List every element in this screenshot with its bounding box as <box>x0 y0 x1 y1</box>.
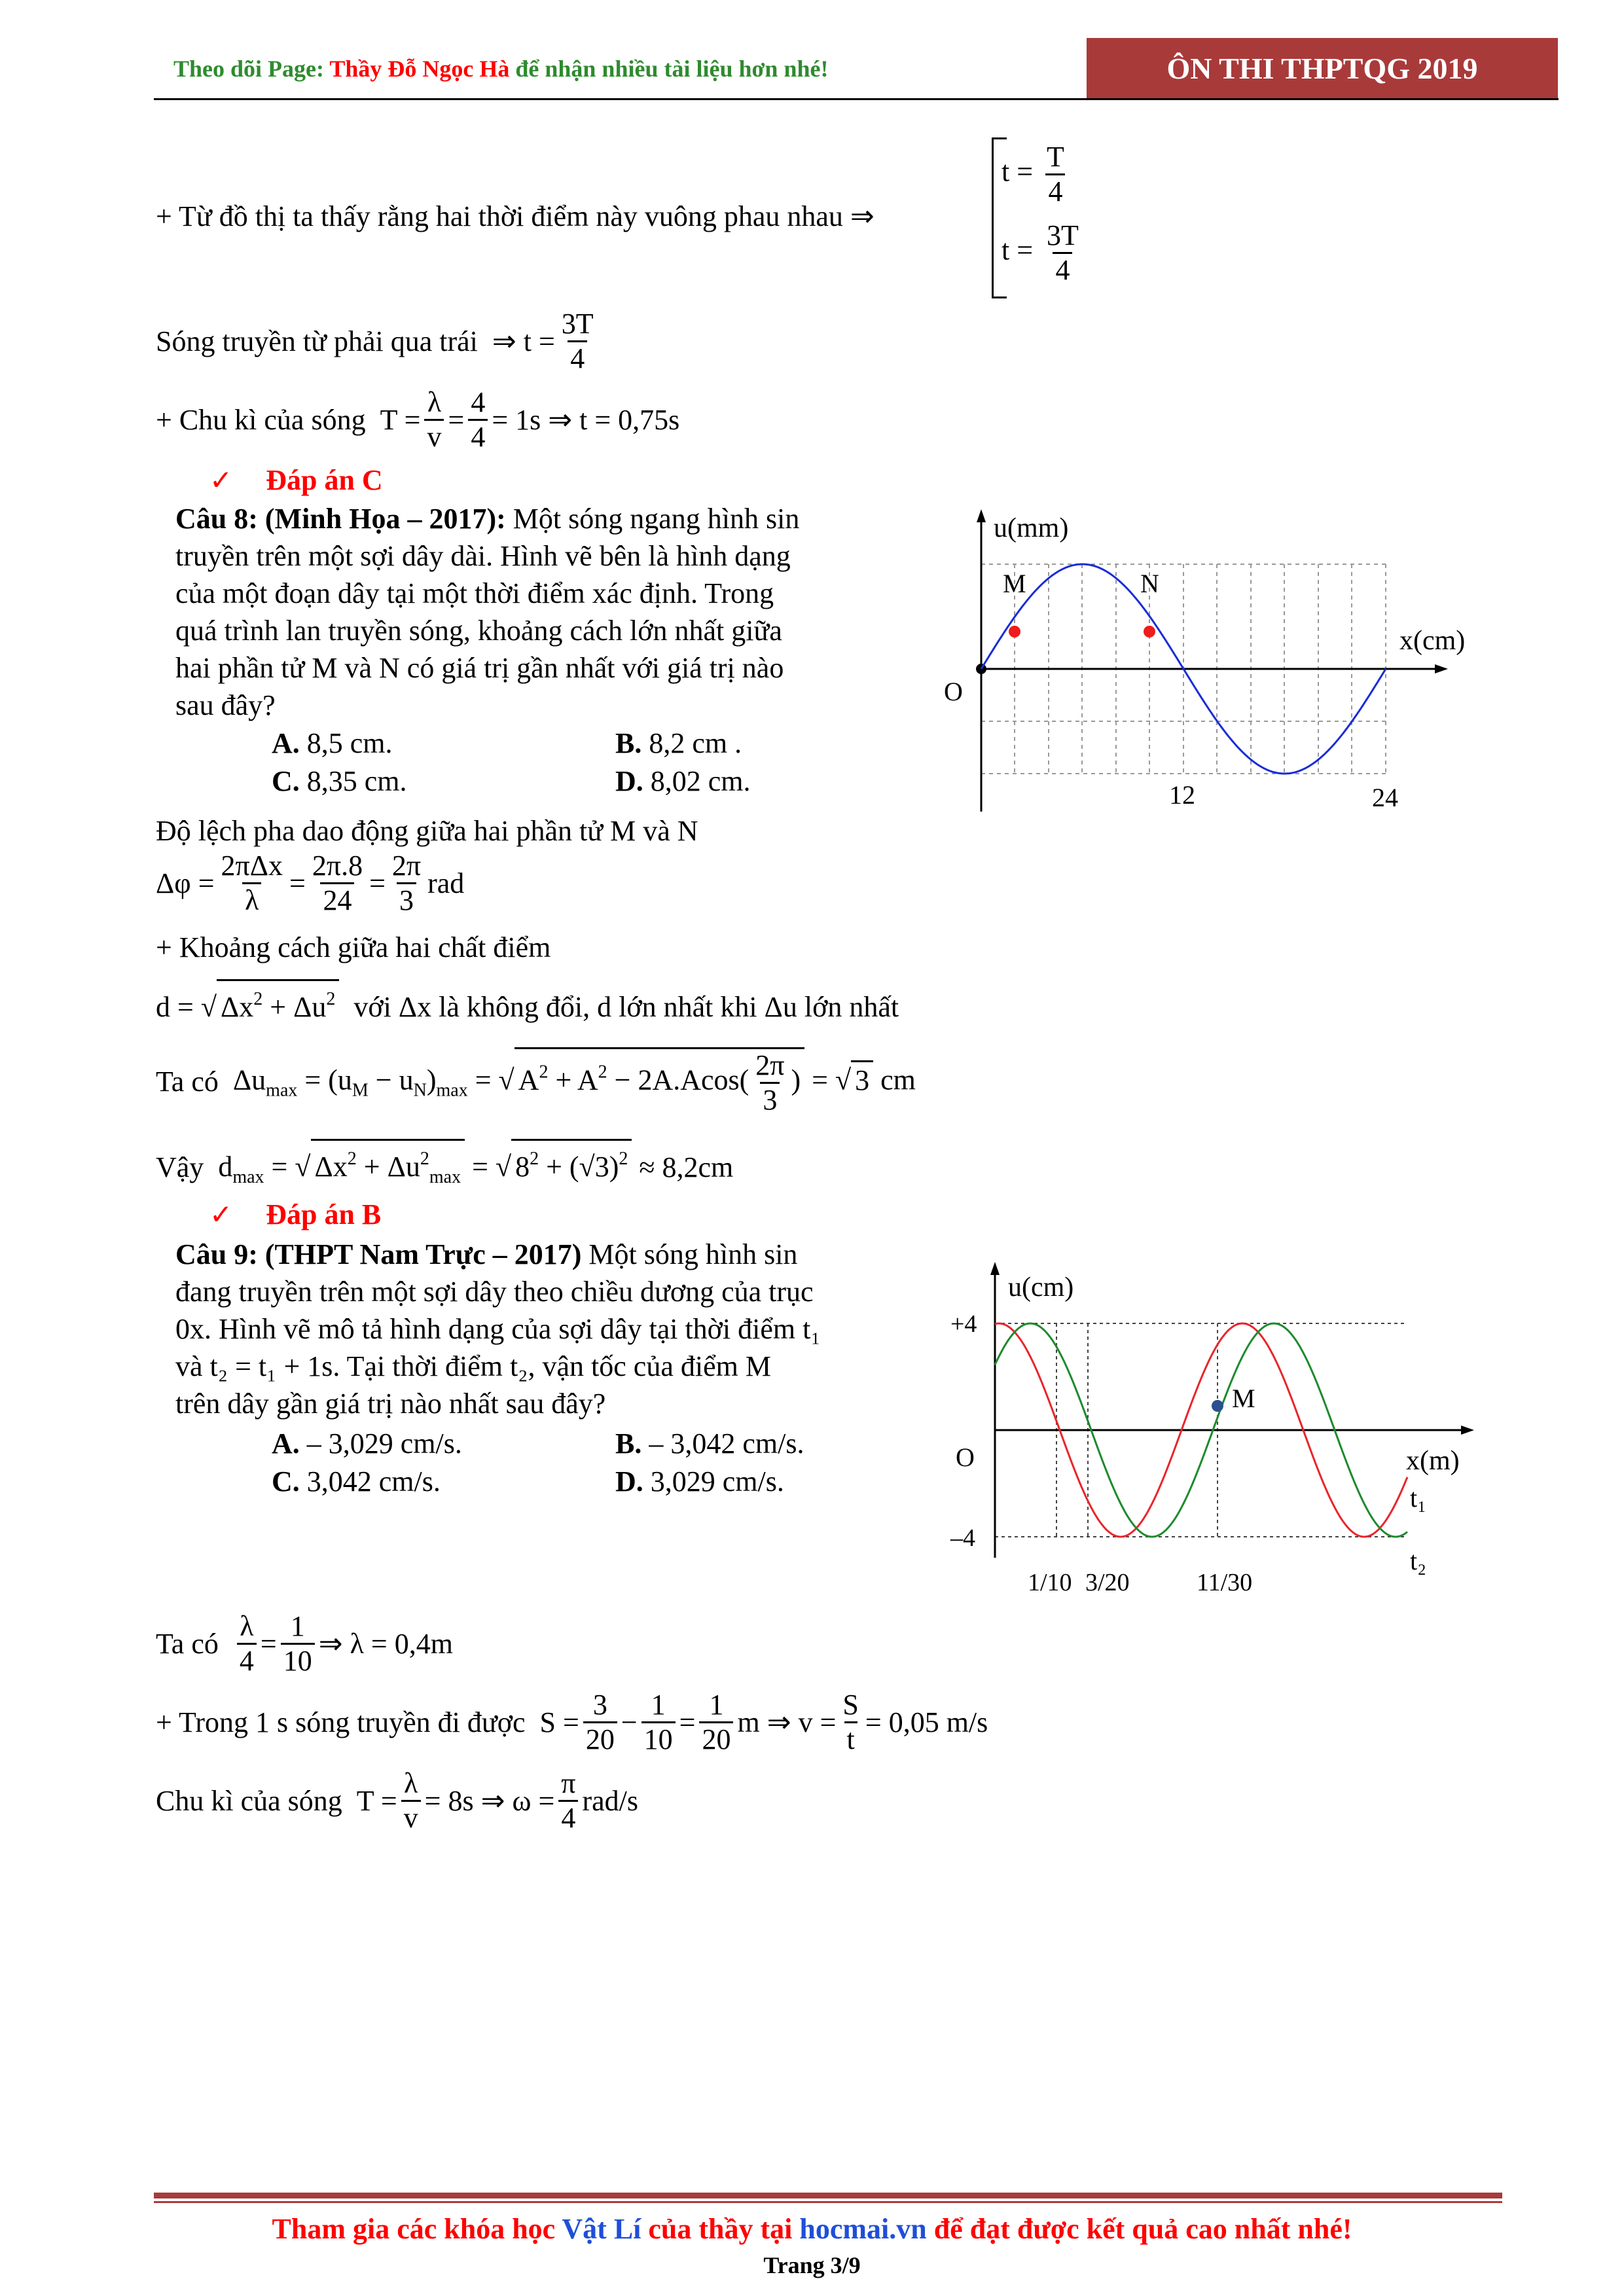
q8-option-c[interactable]: C. 8,35 cm. <box>272 765 407 797</box>
q8-option-a[interactable]: A. 8,5 cm. <box>272 727 393 759</box>
header-left-text: Theo dõi Page: Thầy Đỗ Ngọc Hà để nhận nhiều tài liệu hơn nhé! <box>173 56 829 82</box>
sol8-taco: Ta có $\Delta u_{max} = (u_M - u_N)_{max}$ = √ $A^2 + A^2 - 2A.Acos$( $\frac{2\pi}{3}$ ) = √ 3 cm <box>156 1047 916 1117</box>
page-number: Trang 3/9 <box>763 2252 861 2278</box>
q9-x-arrow <box>1461 1426 1474 1435</box>
footer-link[interactable]: hocmai.vn <box>799 2213 927 2245</box>
sol9-taco: Ta có $\frac{\lambda}{4}$ = $\frac{1}{10}$ ⇒ λ = 0,4m <box>156 1610 453 1677</box>
q8-ylabel: u(mm) <box>994 513 1069 543</box>
checkmark-icon: ✓ <box>209 464 233 496</box>
q8-y-arrow <box>977 509 986 522</box>
q9-ylabel: u(cm) <box>1008 1272 1074 1302</box>
q9-tick-3-20: 3/20 <box>1085 1569 1130 1596</box>
header-rule <box>154 98 1559 100</box>
q8-text: Câu 8: (Minh Họa – 2017): Một sóng ngang hình sin truyền trên một sợi dây dài. Hình vẽ bên là hình dạng của một đoạn dây tại một thời điểm xác định. Trong quá trình lan truyền sóng, khoảng cách lớn nhất giữa hai phần tử M và N có giá trị gần nhất với giá trị nào sau đây? <box>175 503 800 721</box>
answer-7: ✓ Đáp án C <box>209 464 383 496</box>
q9-label-m: M <box>1232 1384 1255 1413</box>
q9-label-t1: t₁ <box>1410 1483 1427 1513</box>
q9-point-m <box>1212 1400 1223 1412</box>
q8-tick-12: 12 <box>1169 780 1195 810</box>
sol8-vay: Vậy $d_{max}$ = √ $\Delta x^2 + \Delta u^2_{max}$ = √ $8^2 + (√3)^2$ ≈ 8,2cm <box>156 1139 733 1196</box>
header-page-name[interactable]: Thầy Đỗ Ngọc Hà <box>329 56 510 82</box>
q9-option-c[interactable]: C. 3,042 cm/s. <box>272 1465 441 1498</box>
header <box>0 0 1624 105</box>
q8-point-m <box>1009 626 1020 637</box>
q9-option-d[interactable]: D. 3,029 cm/s. <box>615 1465 784 1498</box>
footer-text: Tham gia các khóa học Vật Lí của thầy tại hocmai.vn để đạt được kết quả cao nhất nhé! <box>272 2213 1352 2245</box>
sol8-line1: Độ lệch pha dao động giữa hai phần tử M và N <box>156 815 698 847</box>
checkmark-icon: ✓ <box>209 1198 233 1230</box>
q8-point-n <box>1144 626 1155 637</box>
q8-graph <box>929 504 1492 818</box>
footer-rule-thin <box>154 2201 1502 2203</box>
q8-label-m: M <box>1003 569 1026 598</box>
q9-option-b[interactable]: B. – 3,042 cm/s. <box>615 1427 804 1460</box>
sol8-line2: + Khoảng cách giữa hai chất điểm <box>156 931 551 963</box>
q9-text: Câu 9: (THPT Nam Trực – 2017) Một sóng hình sin đang truyền trên một sợi dây theo chiều dương của trục 0x. Hình vẽ mô tả hình dạng của sợi dây tại thời điểm t₁ và t₂ = t₁ + 1s. Tại thời điểm t₂, vận tốc của điểm M trên dây gần giá trị nào nhất sau đây? <box>175 1238 821 1420</box>
q8-origin-label: O <box>944 677 963 706</box>
q8-option-b[interactable]: B. 8,2 cm . <box>615 727 742 759</box>
q9-origin-label: O <box>956 1443 975 1472</box>
sol7-line2: Sóng truyền từ phải qua trái ⇒ t = $\frac{3T}{4}$ <box>156 308 594 374</box>
answer-8: ✓ Đáp án B <box>209 1198 382 1230</box>
q9-plus4: +4 <box>950 1310 977 1338</box>
footer-rule-thick <box>154 2193 1502 2198</box>
q8-x-arrow <box>1435 664 1448 673</box>
header-badge: ÔN THI THPTQG 2019 <box>1087 38 1558 98</box>
q9-minus4: –4 <box>950 1524 975 1552</box>
sol9-line2: + Trong 1 s sóng truyền đi được S = $\frac{3}{20}$ − $\frac{1}{10}$ = $\frac{1}{20}$ m ⇒ v = $\frac{S}{t}$ = 0,05 m/s <box>156 1689 988 1755</box>
q9-tick-11-30: 11/30 <box>1197 1569 1253 1596</box>
q9-graph <box>936 1250 1506 1617</box>
sol8-line3: d = √ $\Delta x^2 + \Delta u^2$ với Δx là không đổi, d lớn nhất khi Δu lớn nhất <box>156 979 899 1026</box>
q8-option-d[interactable]: D. 8,02 cm. <box>615 765 751 797</box>
q8-tick-24: 24 <box>1372 783 1398 812</box>
sol7-case1: t = $\frac{T}{4}$ <box>1001 141 1064 207</box>
q9-y-arrow <box>990 1262 1000 1275</box>
q9-option-a[interactable]: A. – 3,029 cm/s. <box>272 1427 462 1460</box>
sol9-line3: Chu kì của sóng T = $\frac{\lambda}{v}$ = 8s ⇒ ω = $\frac{\pi}{4}$ rad/s <box>156 1767 639 1834</box>
sol7-line3: + Chu kì của sóng T = $\frac{\lambda}{v}$ = $\frac{4}{4}$ = 1s ⇒ t = 0,75s <box>156 386 680 453</box>
sol7-line1: + Từ đồ thị ta thấy rằng hai thời điểm này vuông phau nhau ⇒ <box>156 200 875 232</box>
sol8-phase: Δφ = $\frac{\text{2πΔx}}{\lambda}$ = $\frac{2\pi.8}{24}$ = $\frac{2\pi}{3}$ rad <box>156 850 465 916</box>
q9-tick-1-10: 1/10 <box>1028 1569 1072 1596</box>
q9-label-t2: t₂ <box>1410 1546 1427 1575</box>
q8-label-n: N <box>1140 569 1159 598</box>
q8-xlabel: x(cm) <box>1399 626 1466 656</box>
sol7-case2: t = $\frac{3T}{4}$ <box>1001 219 1079 286</box>
q9-xlabel: x(m) <box>1406 1446 1460 1476</box>
